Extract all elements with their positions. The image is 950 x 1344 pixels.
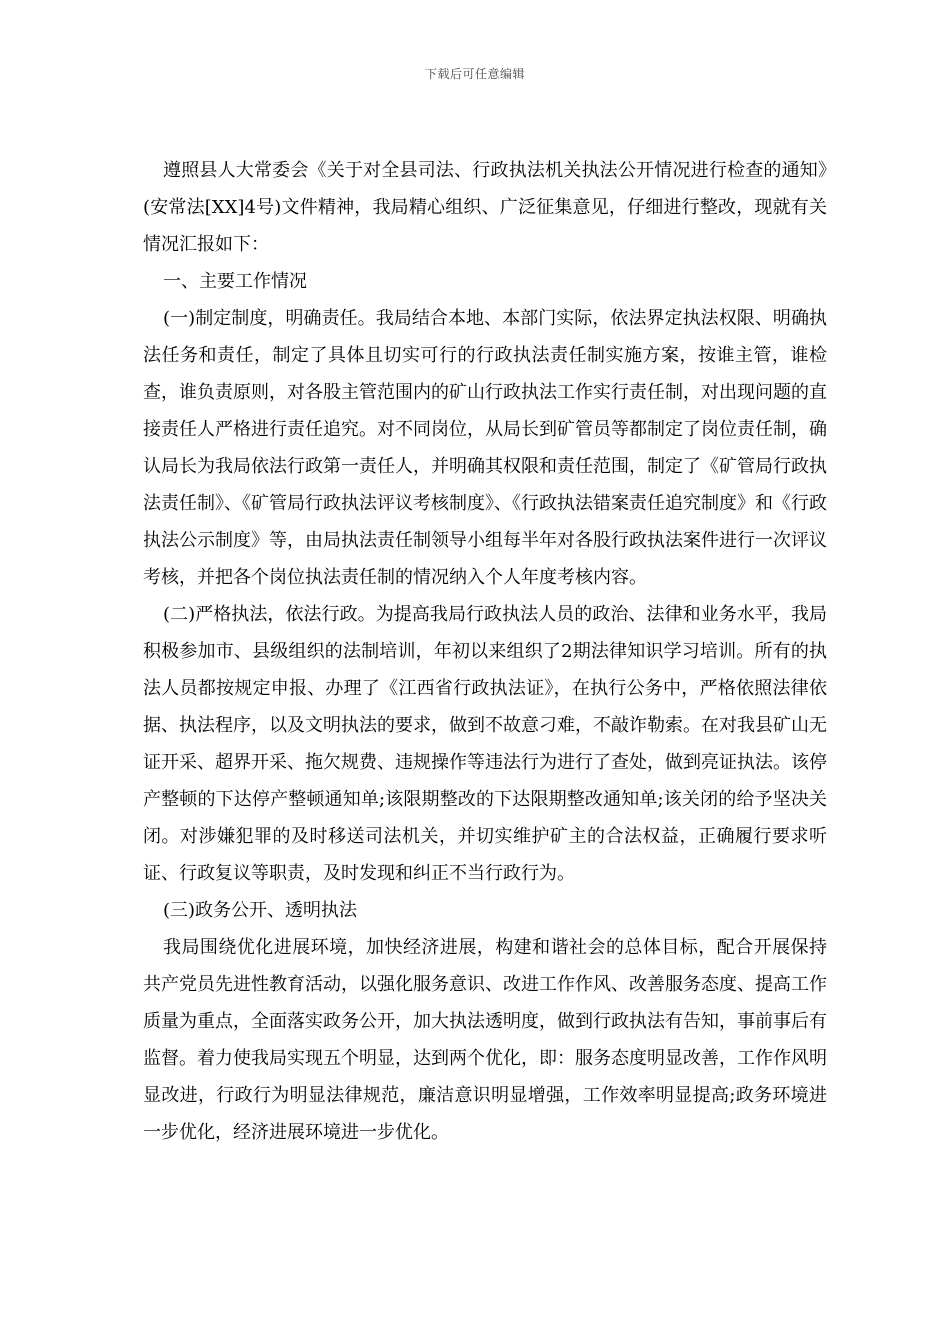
paragraph-section-3: 我局围绕优化进展环境，加快经济进展，构建和谐社会的总体目标，配合开展保持共产党员先进性教育活动，以强化服务意识、改进工作作风、改善服务态度、提高工作质量为重点，全面落实政务公开，加大执法透明度，做到行政执法有告知，事前事后有监督。着力使我局实现五个明显，达到两个优化，即：服务态度明显改善，工作作风明显改进，行政行为明显法律规范，廉洁意识明显增强，工作效率明显提高;政务环境进一步优化，经济进展环境进一步优化。 <box>143 937 827 1143</box>
paragraph-section-2: (二)严格执法，依法行政。为提高我局行政执法人员的政治、法律和业务水平，我局积极参加市、县级组织的法制培训，年初以来组织了2期法律知识学习培训。所有的执法人员都按规定申报、办理了《江西省行政执法证》，在执行公务中，严格依照法律依据、执法程序，以及文明执法的要求，做到不故意刁难，不敲诈勒索。在对我县矿山无证开采、超界开采、拖欠规费、违规操作等违法行为进行了查处，做到亮证执法。该停产整顿的下达停产整顿通知单;该限期整改的下达限期整改通知单;该关闭的给予坚决关闭。对涉嫌犯罪的及时移送司法机关，并切实维护矿主的合法权益，正确履行要求听证、行政复议等职责，及时发现和纠正不当行政行为。 <box>143 604 827 884</box>
section-heading-main-work: 一、主要工作情况 <box>163 271 307 292</box>
header-note: 下载后可任意编辑 <box>424 67 525 81</box>
paragraph-section-1: (一)制定制度，明确责任。我局结合本地、本部门实际，依法界定执法权限、明确执法任务和责任，制定了具体且切实可行的行政执法责任制实施方案，按谁主管，谁检查，谁负责原则，对各股主管范围内的矿山行政执法工作实行责任制，对出现问题的直接责任人严格进行责任追究。对不同岗位，从局长到矿管员等都制定了岗位责任制，确认局长为我局依法行政第一责任人，并明确其权限和责任范围，制定了《矿管局行政执法责任制》、《矿管局行政执法评议考核制度》、《行政执法错案责任追究制度》和《行政执法公示制度》等，由局执法责任制领导小组每半年对各股行政执法案件进行一次评议考核，并把各个岗位执法责任制的情况纳入个人年度考核内容。 <box>143 308 827 588</box>
document-body <box>143 152 827 1151</box>
subheading-section-3: (三)政务公开、透明执法 <box>163 900 358 921</box>
paragraph-intro: 遵照县人大常委会《关于对全县司法、行政执法机关执法公开情况进行检查的通知》(安常法[XX]4号)文件精神，我局精心组织、广泛征集意见，仔细进行整改，现就有关情况汇报如下： <box>143 160 827 255</box>
